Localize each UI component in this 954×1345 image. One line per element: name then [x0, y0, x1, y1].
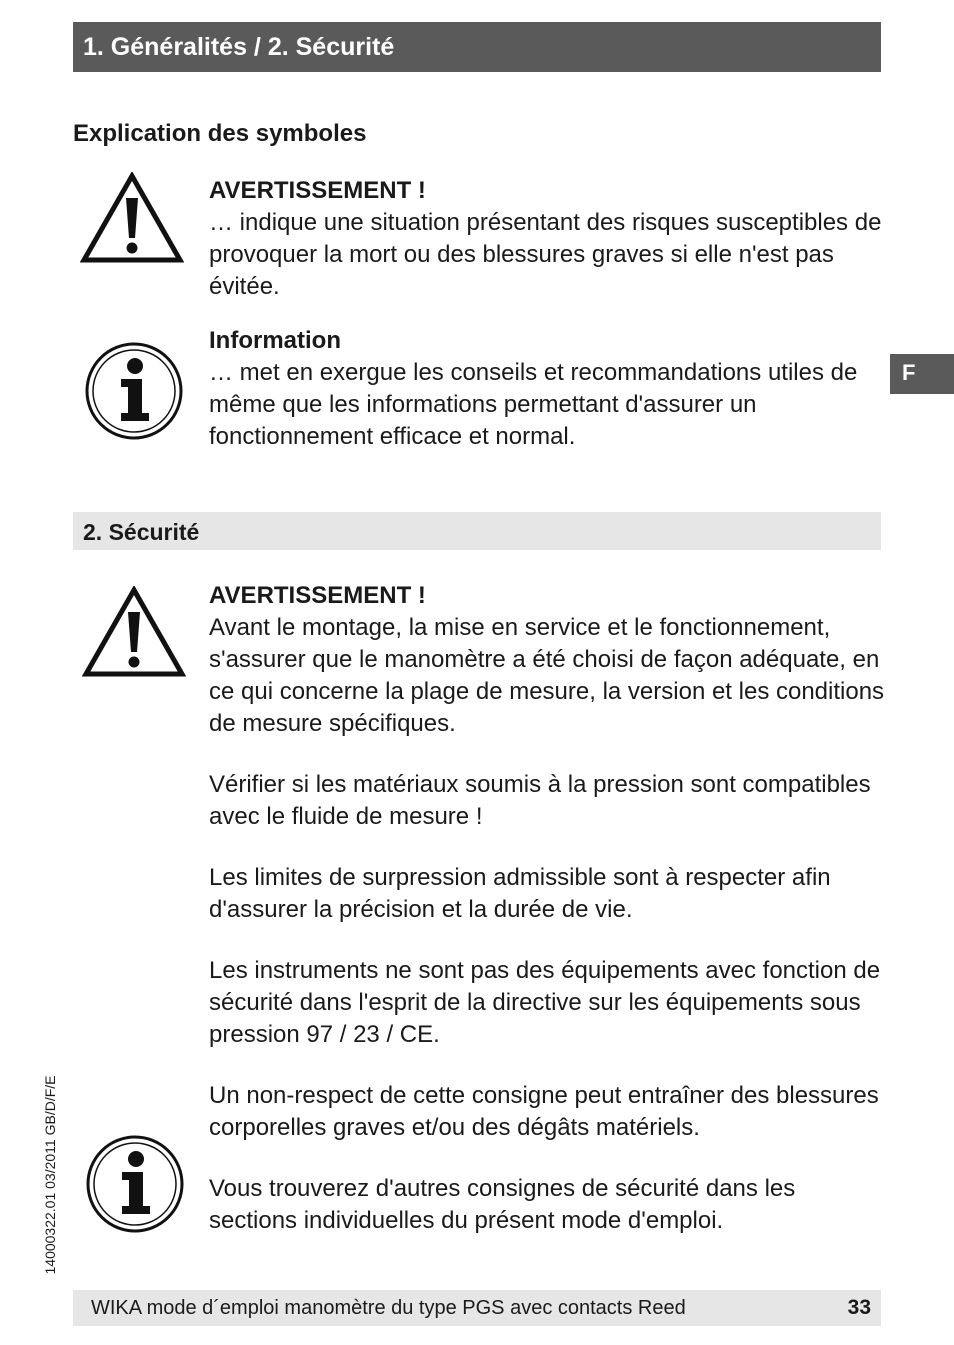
- footer-text: WIKA mode d´emploi manomètre du type PGS avec contacts Reed: [91, 1297, 686, 1319]
- information-symbol-explanation: [209, 325, 889, 453]
- warning-symbol-explanation: [209, 175, 889, 303]
- safety-paragraph: Avant le montage, la mise en service et le fonctionnement, s'assurer que le manomètre a été choisi de façon adéquate, en ce qui concerne la plage de mesure, la version et les conditions de mesure spécifiques.: [209, 614, 885, 737]
- safety-paragraph: Un non-respect de cette consigne peut entraîner des blessures corporelles graves et/ou des dégâts matériels.: [209, 1082, 879, 1141]
- safety-paragraph: Les limites de surpression admissible sont à respecter afin d'assurer la précision et la durée de vie.: [209, 864, 831, 923]
- safety-warning-title-text: AVERTISSEMENT !: [209, 582, 426, 609]
- safety-paragraph: Vérifier si les matériaux soumis à la pression sont compatibles avec le fluide de mesure !: [209, 771, 871, 830]
- safety-section-heading: 2. Sécurité: [73, 512, 881, 550]
- safety-paragraph: Les instruments ne sont pas des équipements avec fonction de sécurité dans l'esprit de la directive sur les équipements sous pression 97 / 23 / CE.: [209, 957, 881, 1048]
- symbols-heading: Explication des symboles: [73, 120, 367, 147]
- page-header: [73, 22, 881, 72]
- warning-triangle-icon: [82, 586, 186, 678]
- information-icon: [84, 1134, 186, 1234]
- document-code: 14000322.01 03/2011 GB/D/F/E: [42, 1075, 58, 1275]
- safety-warning-title: [209, 580, 889, 612]
- header-title: 1. Généralités / 2. Sécurité: [83, 33, 395, 61]
- warning-triangle-icon: [80, 172, 184, 264]
- information-description: … met en exergue les conseils et recommandations utiles de même que les informations permettant d'assurer un fonctionnement efficace et normal.: [209, 359, 858, 450]
- safety-paragraph: Vous trouverez d'autres consignes de sécurité dans les sections individuelles du présent mode d'emploi.: [209, 1175, 796, 1234]
- page-footer: [73, 1290, 881, 1326]
- language-tab: F: [890, 354, 954, 394]
- information-title: Information: [209, 327, 341, 354]
- warning-title: AVERTISSEMENT !: [209, 177, 426, 204]
- warning-description: … indique une situation présentant des risques susceptibles de provoquer la mort ou des blessures graves si elle n'est pas évitée.: [209, 209, 882, 300]
- page-number: 33: [847, 1296, 871, 1319]
- information-icon: [83, 341, 185, 441]
